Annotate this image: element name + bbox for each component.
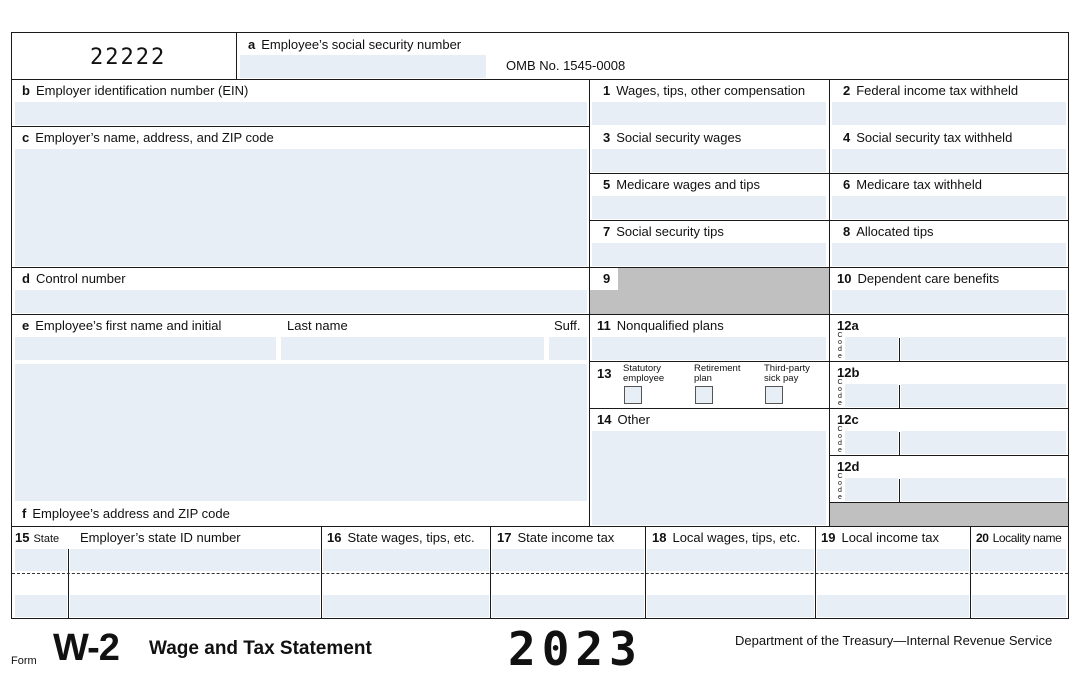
- tax-year: 2023: [508, 622, 643, 676]
- ssn-field[interactable]: [240, 55, 486, 78]
- retirement-plan-checkbox[interactable]: [695, 386, 713, 404]
- box-4-label: 4 Social security tax withheld: [843, 130, 1013, 145]
- medicare-wages-field[interactable]: [592, 196, 826, 219]
- agency-name: Department of the Treasury—Internal Revenue Service: [735, 633, 1053, 648]
- box-c-label: c Employer’s name, address, and ZIP code: [22, 130, 274, 145]
- other-field[interactable]: [592, 431, 826, 525]
- state-wages-field-1[interactable]: [323, 549, 489, 571]
- box-e-label: e Employee’s first name and initial: [22, 318, 222, 333]
- control-code: 22222: [90, 45, 167, 70]
- box-19-label: 19 Local income tax: [821, 530, 940, 545]
- box-5-label: 5 Medicare wages and tips: [603, 177, 761, 192]
- local-tax-field-1[interactable]: [817, 549, 969, 571]
- box-12d-label: 12d: [837, 459, 860, 474]
- wages-field[interactable]: [592, 102, 826, 125]
- ss-wages-field[interactable]: [592, 149, 826, 172]
- omb-number: OMB No. 1545-0008: [506, 58, 626, 73]
- federal-tax-field[interactable]: [832, 102, 1066, 125]
- third-party-sick-pay-checkbox[interactable]: [765, 386, 783, 404]
- box-10-label: 10 Dependent care benefits: [837, 271, 1000, 286]
- box-9-label: 9: [603, 271, 611, 286]
- employer-name-field[interactable]: [15, 149, 587, 266]
- suffix-field[interactable]: [549, 337, 587, 360]
- box-12a-code-field[interactable]: [845, 337, 898, 360]
- form-title: Wage and Tax Statement: [149, 638, 372, 659]
- statutory-employee-label: Statutory employee: [623, 363, 665, 384]
- box-a-label: a Employee’s social security number: [248, 37, 462, 52]
- retirement-plan-label: Retirement plan: [694, 363, 741, 384]
- ein-field[interactable]: [15, 102, 587, 125]
- box-9-shaded: [590, 268, 829, 314]
- local-wages-field-1[interactable]: [647, 549, 814, 571]
- state-field-2[interactable]: [15, 595, 67, 617]
- medicare-tax-field[interactable]: [832, 196, 1066, 219]
- suffix-label: Suff.: [554, 318, 581, 333]
- first-name-field[interactable]: [15, 337, 276, 360]
- box-12d-code-field[interactable]: [845, 478, 898, 501]
- ss-tips-field[interactable]: [592, 243, 826, 266]
- box-12b-code-field[interactable]: [845, 384, 898, 407]
- state-tax-field-1[interactable]: [492, 549, 644, 571]
- box-12b-label: 12b: [837, 365, 860, 380]
- state-tax-field-2[interactable]: [492, 595, 644, 617]
- box-2-label: 2 Federal income tax withheld: [843, 83, 1019, 98]
- state-wages-field-2[interactable]: [323, 595, 489, 617]
- state-id-field-2[interactable]: [70, 595, 320, 617]
- box-12c-code-field[interactable]: [845, 431, 898, 454]
- box-6-label: 6 Medicare tax withheld: [843, 177, 982, 192]
- box-f-label: f Employee’s address and ZIP code: [22, 506, 230, 521]
- box-12c-amount-field[interactable]: [901, 431, 1066, 454]
- form-name: W-2: [53, 627, 119, 669]
- box-18-label: 18 Local wages, tips, etc.: [652, 530, 801, 545]
- box-12a-amount-field[interactable]: [901, 337, 1066, 360]
- box-11-label: 11 Nonqualified plans: [597, 318, 724, 333]
- control-number-field[interactable]: [15, 290, 587, 313]
- employee-address-field[interactable]: [15, 364, 587, 501]
- nonqualified-plans-field[interactable]: [592, 337, 826, 360]
- state-id-field-1[interactable]: [70, 549, 320, 571]
- ss-tax-field[interactable]: [832, 149, 1066, 172]
- box-3-label: 3 Social security wages: [603, 130, 742, 145]
- box-13-label: 13: [597, 366, 612, 381]
- box-12b-amount-field[interactable]: [901, 384, 1066, 407]
- box-16-label: 16 State wages, tips, etc.: [327, 530, 475, 545]
- allocated-tips-field[interactable]: [832, 243, 1066, 266]
- local-tax-field-2[interactable]: [817, 595, 969, 617]
- box-1-label: 1 Wages, tips, other compensation: [603, 83, 806, 98]
- last-name-field[interactable]: [281, 337, 544, 360]
- locality-field-1[interactable]: [972, 549, 1066, 571]
- box-12c-label: 12c: [837, 412, 859, 427]
- dependent-care-field[interactable]: [832, 290, 1066, 313]
- local-wages-field-2[interactable]: [647, 595, 814, 617]
- locality-field-2[interactable]: [972, 595, 1066, 617]
- box-15-state-id-label: Employer’s state ID number: [80, 530, 241, 545]
- box-12-shaded: [830, 503, 1068, 526]
- statutory-employee-checkbox[interactable]: [624, 386, 642, 404]
- box-b-label: b Employer identification number (EIN): [22, 83, 249, 98]
- box-7-label: 7 Social security tips: [603, 224, 724, 239]
- box-12d-amount-field[interactable]: [901, 478, 1066, 501]
- third-party-sick-pay-label: Third-party sick pay: [764, 363, 810, 384]
- box-12a-label: 12a: [837, 318, 859, 333]
- form-word: Form: [11, 655, 37, 667]
- box-8-label: 8 Allocated tips: [843, 224, 934, 239]
- box-14-label: 14 Other: [597, 412, 650, 427]
- state-field-1[interactable]: [15, 549, 67, 571]
- box-17-label: 17 State income tax: [497, 530, 615, 545]
- box-20-label: 20 Locality name: [976, 531, 1062, 545]
- last-name-label: Last name: [287, 318, 348, 333]
- box-15-label: 15 State: [15, 530, 60, 545]
- box-d-label: d Control number: [22, 271, 126, 286]
- w2-form: 22222 a Employee’s social security number OMB No. 1545-0008 b Employer identification number (EIN) c Employer’s name, address, and ZIP code d Control number e Employee’s first name and initial Last name Suff. f Employee’s address and ZIP code 1 Wages, tips, other compensation 2 Federal income tax withheld 3 Social security wages 4 Social security tax withheld 5 Medicare wages and tips 6 Medicare tax withheld 7 Social security tips 8 Allocated tips 9 10 Dependent care benefits 11 Nonqualified plans 12a C o d e 13 Statutory employee Retirement plan Third-party sick pay 12b C o d e 14 Other 12c C o d e 12d C o d e 15 State Employer’s state ID number 16 State wages, tips, etc. 17 State income tax 18 Local wages, tips, etc. 19 Local income tax 20 Locality name: [11, 32, 1069, 619]
